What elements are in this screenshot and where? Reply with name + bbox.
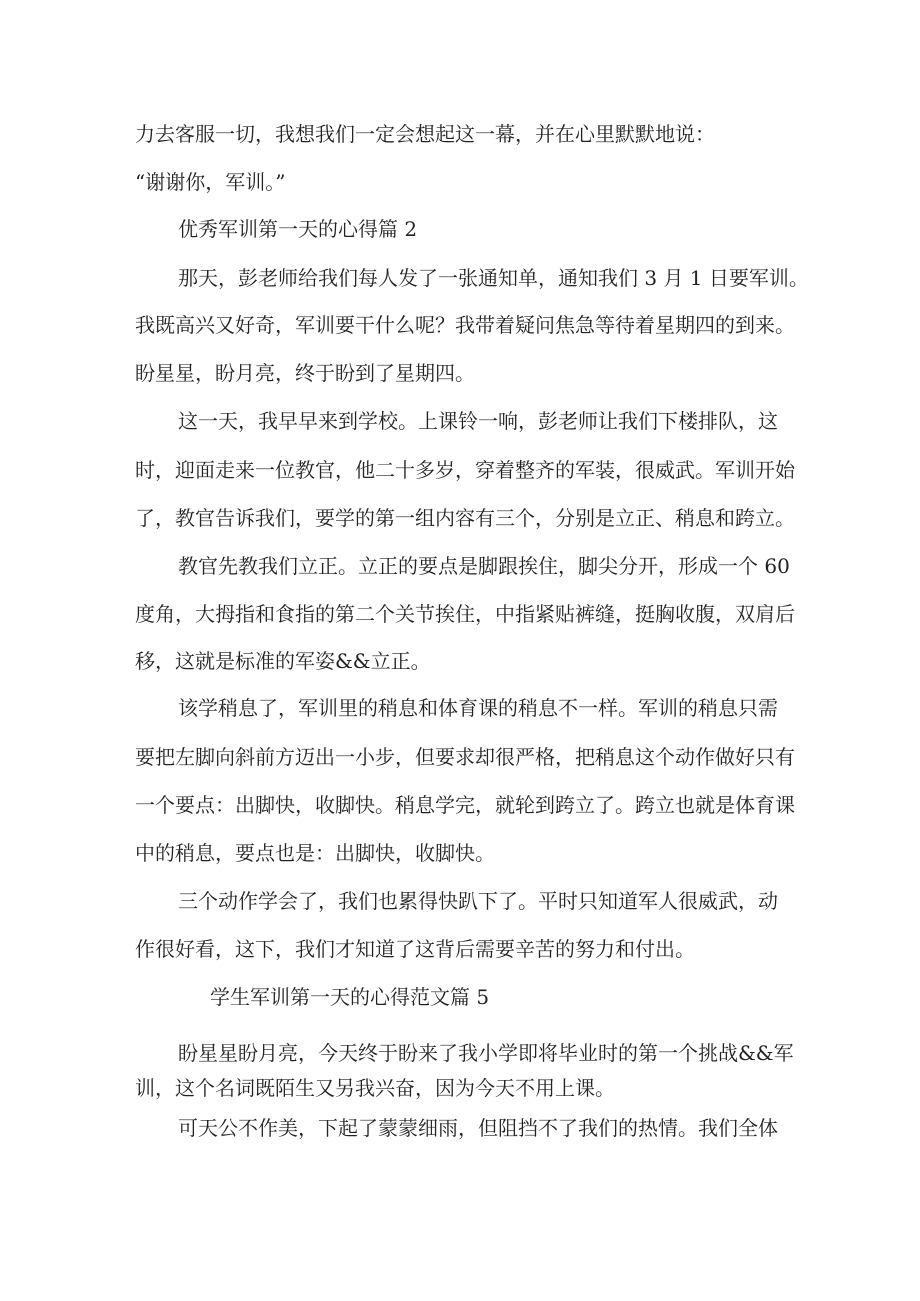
paragraph-line: “谢谢你，军训。”: [135, 170, 286, 194]
paragraph-line: 盼星星，盼月亮，终于盼到了星期四。: [135, 361, 475, 385]
paragraph-line: 力去客服一切，我想我们一定会想起这一幕，并在心里默默地说：: [135, 122, 715, 146]
paragraph-line: 这一天，我早早来到学校。上课铃一响，彭老师让我们下楼排队，这: [178, 409, 778, 433]
paragraph-line: 时，迎面走来一位教官，他二十多岁，穿着整齐的军装，很威武。军训开始: [135, 458, 795, 482]
paragraph-line: 我既高兴又好奇，军训要干什么呢？我带着疑问焦急等待着星期四的到来。: [135, 313, 795, 337]
paragraph-line: 教官先教我们立正。立正的要点是脚跟挨住，脚尖分开，形成一个 60: [178, 554, 790, 578]
paragraph-line: 可天公不作美，下起了蒙蒙细雨，但阻挡不了我们的热情。我们全体: [178, 1116, 778, 1140]
paragraph-line: 那天，彭老师给我们每人发了一张通知单，通知我们 3 月 1 日要军训。: [178, 266, 809, 290]
paragraph-line: 度角，大拇指和食指的第二个关节挨住，中指紧贴裤缝，挺胸收腹，双肩后: [135, 602, 795, 626]
paragraph-line: 中的稍息，要点也是：出脚快，收脚快。: [135, 841, 495, 865]
section-heading: 优秀军训第一天的心得篇 2: [178, 217, 418, 241]
paragraph-line: 作很好看，这下，我们才知道了这背后需要辛苦的努力和付出。: [135, 937, 695, 961]
paragraph-line: 了，教官告诉我们，要学的第一组内容有三个，分别是立正、稍息和跨立。: [135, 506, 795, 530]
paragraph-line: 训，这个名词既陌生又另我兴奋，因为今天不用上课。: [135, 1076, 615, 1100]
paragraph-line: 一个要点：出脚快，收脚快。稍息学完，就轮到跨立了。跨立也就是体育课: [135, 793, 795, 817]
paragraph-line: 该学稍息了，军训里的稍息和体育课的稍息不一样。军训的稍息只需: [178, 696, 778, 720]
paragraph-line: 三个动作学会了，我们也累得快趴下了。平时只知道军人很威武，动: [178, 889, 778, 913]
paragraph-line: 移，这就是标准的军姿&&立正。: [135, 649, 431, 673]
section-heading: 学生军训第一天的心得范文篇 5: [210, 985, 490, 1009]
paragraph-line: 盼星星盼月亮，今天终于盼来了我小学即将毕业时的第一个挑战&&军: [178, 1041, 794, 1065]
paragraph-line: 要把左脚向斜前方迈出一小步，但要求却很严格，把稍息这个动作做好只有: [135, 745, 795, 769]
